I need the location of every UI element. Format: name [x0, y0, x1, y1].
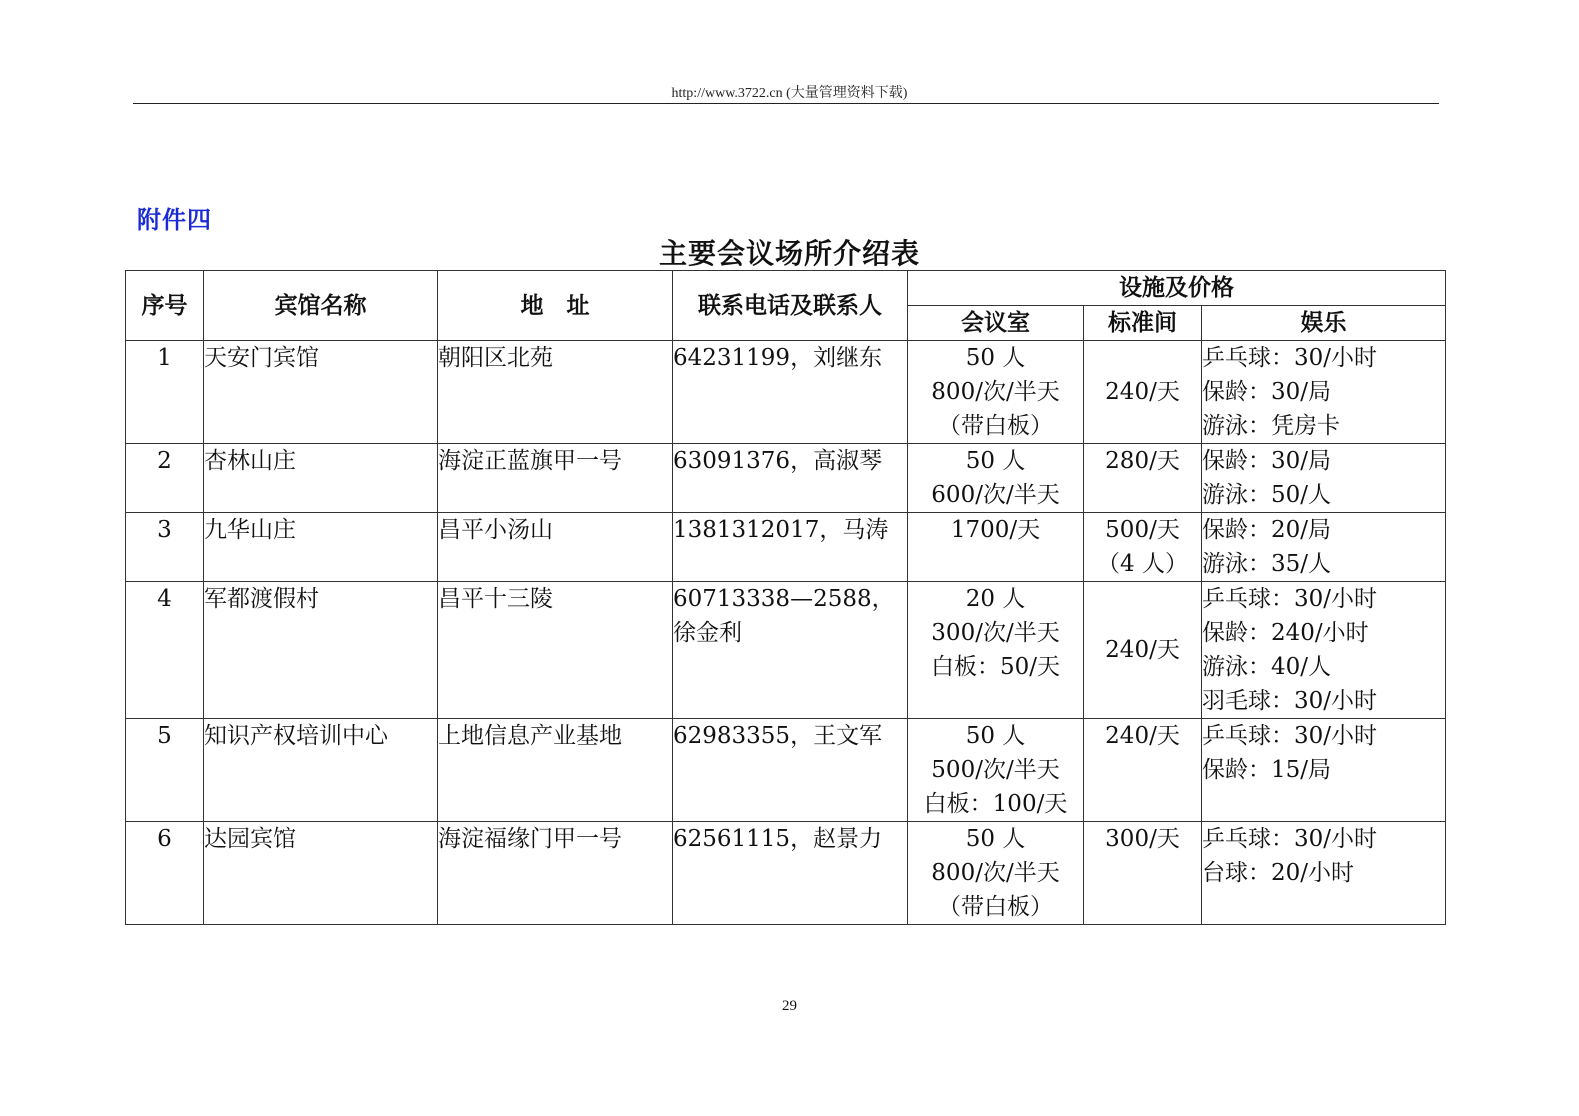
hotel-name-cell [204, 444, 438, 513]
standard-room-cell [1084, 719, 1202, 822]
entertainment-line: 保龄：15/局 [1202, 757, 1332, 783]
address-cell [438, 822, 673, 925]
row-number-cell [126, 719, 204, 822]
row-number-cell [126, 513, 204, 582]
row-number: 6 [157, 826, 172, 852]
row-number-cell [126, 341, 204, 444]
meeting-room-line: 白板：50/天 [930, 654, 1060, 680]
entertainment-cell [1202, 822, 1446, 925]
address: 昌平十三陵 [438, 586, 553, 612]
contact-line: 62561115，赵景力 [673, 826, 883, 852]
row-number: 4 [157, 586, 172, 612]
meeting-room-cell [908, 444, 1084, 513]
table-title: 主要会议场所介绍表 [658, 237, 920, 270]
entertainment-cell [1202, 513, 1446, 582]
address: 昌平小汤山 [438, 517, 553, 543]
entertainment-cell [1202, 582, 1446, 719]
standard-room-line: 240/天 [1105, 723, 1180, 749]
row-number-cell [126, 822, 204, 925]
entertainment-line: 保龄：30/局 [1202, 448, 1332, 474]
entertainment-line: 保龄：20/局 [1202, 517, 1332, 543]
contact-line: 1381312017，马涛 [673, 517, 889, 543]
standard-room-line: 240/天 [1105, 637, 1180, 663]
hotel-name-cell [204, 719, 438, 822]
meeting-room-cell [908, 822, 1084, 925]
table-row [126, 341, 1446, 444]
meeting-room-cell [908, 341, 1084, 444]
entertainment-line: 保龄：30/局 [1202, 379, 1332, 405]
meeting-room-line: 20 人 [965, 586, 1026, 612]
header-standard-room: 标准间 [1084, 306, 1202, 341]
entertainment-cell [1202, 444, 1446, 513]
standard-room-cell [1084, 341, 1202, 444]
entertainment-line: 乒乓球：30/小时 [1202, 586, 1378, 612]
table-row [126, 822, 1446, 925]
meeting-room-line: 50 人 [965, 723, 1026, 749]
hotel-name: 知识产权培训中心 [204, 723, 388, 749]
standard-room-cell [1084, 444, 1202, 513]
venue-table [125, 270, 1446, 925]
header-facilities: 设施及价格 [908, 271, 1446, 306]
hotel-name-cell [204, 822, 438, 925]
meeting-room-line: 500/次/半天 [931, 757, 1060, 783]
header-contact: 联系电话及联系人 [673, 271, 908, 341]
contact-cell [673, 719, 908, 822]
address: 海淀福缘门甲一号 [438, 826, 622, 852]
table-row [126, 582, 1446, 719]
entertainment-line: 乒乓球：30/小时 [1202, 723, 1378, 749]
table-row [126, 513, 1446, 582]
hotel-name: 杏林山庄 [204, 448, 296, 474]
contact-line: 64231199，刘继东 [673, 345, 883, 371]
hotel-name: 天安门宾馆 [204, 345, 319, 371]
entertainment-line: 游泳：40/人 [1202, 654, 1332, 680]
row-number: 1 [157, 345, 172, 371]
address: 朝阳区北苑 [438, 345, 553, 371]
address-cell [438, 582, 673, 719]
hotel-name: 军都渡假村 [204, 586, 319, 612]
contact-line: 徐金利 [673, 620, 742, 646]
hotel-name: 九华山庄 [204, 517, 296, 543]
header-entertainment: 娱乐 [1202, 306, 1446, 341]
standard-room-line: （4 人） [1097, 551, 1188, 577]
attachment-label: 附件四 [137, 206, 212, 234]
entertainment-line: 游泳：凭房卡 [1202, 413, 1340, 439]
address-cell [438, 444, 673, 513]
entertainment-line: 台球：20/小时 [1202, 860, 1355, 886]
standard-room-line: 280/天 [1105, 448, 1180, 474]
address: 上地信息产业基地 [438, 723, 622, 749]
meeting-room-line: 600/次/半天 [931, 482, 1060, 508]
entertainment-line: 羽毛球：30/小时 [1202, 688, 1378, 714]
standard-room-line: 240/天 [1105, 379, 1180, 405]
meeting-room-line: 1700/天 [950, 517, 1041, 543]
contact-line: 63091376，高淑琴 [673, 448, 883, 474]
venue-rows [126, 341, 1446, 925]
meeting-room-line: 800/次/半天 [931, 379, 1060, 405]
address-cell [438, 341, 673, 444]
hotel-name: 达园宾馆 [204, 826, 296, 852]
hotel-name-cell [204, 513, 438, 582]
row-number: 3 [157, 517, 172, 543]
row-number-cell [126, 582, 204, 719]
entertainment-line: 游泳：50/人 [1202, 482, 1332, 508]
contact-cell [673, 513, 908, 582]
meeting-room-cell [908, 513, 1084, 582]
contact-line: 60713338—2588， [673, 586, 895, 612]
meeting-room-line: 50 人 [965, 826, 1026, 852]
meeting-room-line: 50 人 [965, 448, 1026, 474]
row-number-cell [126, 444, 204, 513]
entertainment-line: 游泳：35/人 [1202, 551, 1332, 577]
row-number: 2 [157, 448, 172, 474]
standard-room-cell [1084, 822, 1202, 925]
meeting-room-line: 白板：100/天 [923, 791, 1068, 817]
meeting-room-line: 50 人 [965, 345, 1026, 371]
entertainment-line: 乒乓球：30/小时 [1202, 826, 1378, 852]
contact-cell [673, 822, 908, 925]
entertainment-line: 保龄：240/小时 [1202, 620, 1369, 646]
address-cell [438, 513, 673, 582]
standard-room-line: 500/天 [1105, 517, 1180, 543]
meeting-room-line: （带白板） [938, 894, 1053, 920]
header-url[interactable]: http://www.3722.cn (大量管理资料下载) [671, 86, 908, 101]
contact-cell [673, 582, 908, 719]
header-no: 序号 [126, 271, 204, 341]
meeting-room-cell [908, 582, 1084, 719]
header-name: 宾馆名称 [204, 271, 438, 341]
page-number: 29 [782, 998, 797, 1014]
entertainment-cell [1202, 341, 1446, 444]
hotel-name-cell [204, 582, 438, 719]
table-row [126, 444, 1446, 513]
table-row [126, 719, 1446, 822]
meeting-room-line: 800/次/半天 [931, 860, 1060, 886]
standard-room-cell [1084, 513, 1202, 582]
address-cell [438, 719, 673, 822]
standard-room-line: 300/天 [1105, 826, 1180, 852]
header-address: 地 址 [438, 271, 673, 341]
contact-cell [673, 444, 908, 513]
meeting-room-cell [908, 719, 1084, 822]
row-number: 5 [157, 723, 172, 749]
contact-line: 62983355，王文军 [673, 723, 883, 749]
address: 海淀正蓝旗甲一号 [438, 448, 622, 474]
header-divider [133, 103, 1439, 104]
contact-cell [673, 341, 908, 444]
meeting-room-line: 300/次/半天 [931, 620, 1060, 646]
entertainment-line: 乒乓球：30/小时 [1202, 345, 1378, 371]
hotel-name-cell [204, 341, 438, 444]
entertainment-cell [1202, 719, 1446, 822]
meeting-room-line: （带白板） [938, 413, 1053, 439]
standard-room-cell [1084, 582, 1202, 719]
header-meeting-room: 会议室 [908, 306, 1084, 341]
